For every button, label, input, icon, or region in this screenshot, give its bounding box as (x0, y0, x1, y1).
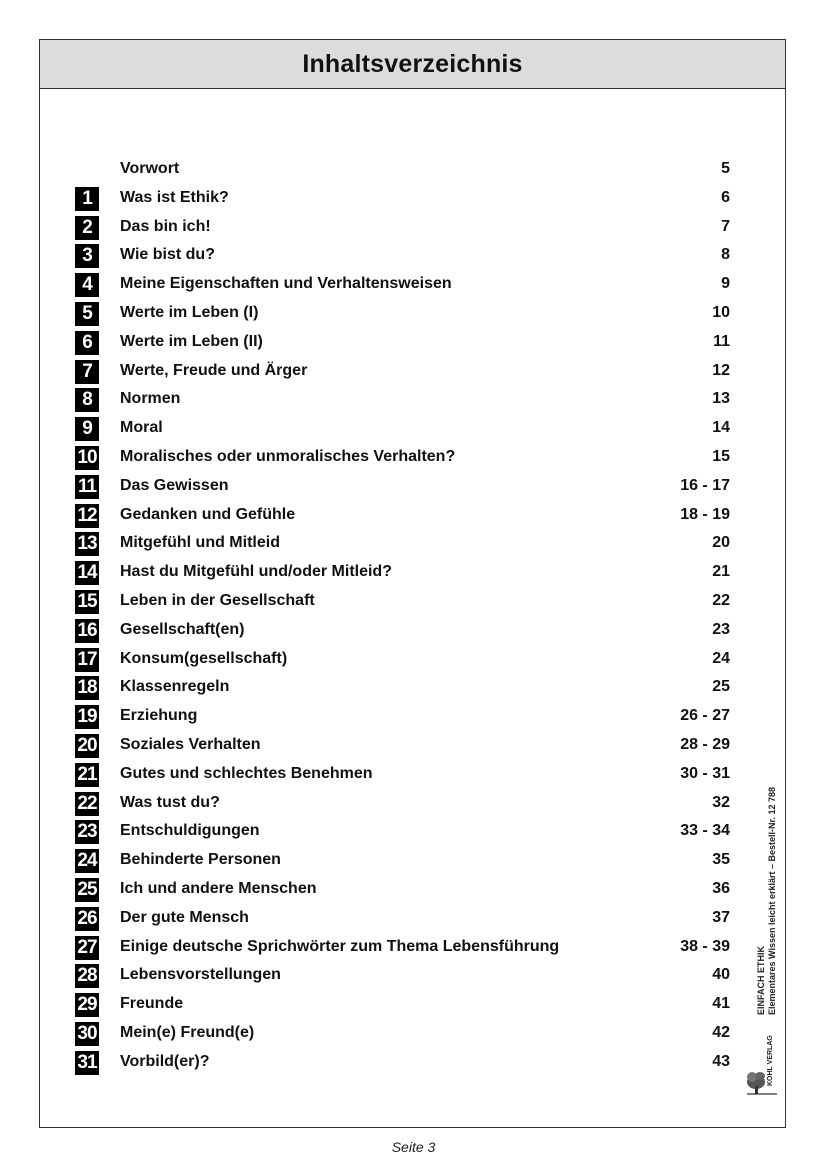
entry-page-number: 32 (712, 793, 730, 811)
toc-entry (40, 878, 785, 907)
entry-page-number: 40 (712, 966, 730, 984)
toc-entry (40, 907, 785, 936)
entry-page-number: 12 (712, 361, 730, 379)
toc-entry (40, 273, 785, 302)
entry-title: Einige deutsche Sprichwörter zum Thema Lebensführung (120, 937, 560, 955)
entry-title: Das bin ich! (120, 217, 211, 235)
entry-title: Entschuldigungen (120, 822, 260, 840)
entry-title: Mitgefühl und Mitleid (120, 534, 280, 552)
entry-page-number: 35 (712, 851, 730, 869)
entry-title: Normen (120, 390, 181, 408)
entry-page-number: 5 (721, 160, 730, 177)
chapter-number-badge: 29 (75, 993, 99, 1017)
entry-page-number: 13 (712, 390, 730, 408)
entry-title: Behinderte Personen (120, 851, 281, 869)
entry-page-number: 10 (712, 304, 730, 321)
toc-entry (40, 446, 785, 475)
chapter-number-badge: 24 (75, 849, 99, 873)
entry-title: Freunde (120, 995, 184, 1013)
entry-title: Werte im Leben (I) (120, 304, 259, 321)
chapter-number-badge: 12 (75, 504, 99, 528)
chapter-number-badge: 26 (75, 907, 99, 931)
entry-page-number: 42 (712, 1024, 730, 1041)
entry-page-number: 15 (712, 448, 730, 465)
entry-page-number: 25 (712, 678, 730, 696)
entry-page-number: 37 (712, 908, 730, 926)
chapter-number-badge: 15 (75, 590, 99, 614)
toc-entry (40, 158, 785, 187)
chapter-number-badge: 11 (75, 475, 99, 499)
toc-entry (40, 561, 785, 590)
chapter-number-badge: 22 (75, 792, 99, 816)
chapter-number-badge: 25 (75, 878, 99, 902)
toc-entry (40, 417, 785, 446)
series-title: EINFACH ETHIK (756, 945, 766, 1015)
entry-title: Der gute Mensch (120, 908, 249, 926)
chapter-number-badge: 5 (75, 302, 99, 326)
entry-page-number: 33 - 34 (680, 822, 730, 840)
entry-title: Ich und andere Menschen (120, 880, 317, 897)
entry-page-number: 16 - 17 (680, 476, 730, 494)
entry-title: Was ist Ethik? (120, 188, 229, 206)
toc-entry (40, 504, 785, 533)
toc-entry (40, 331, 785, 360)
entry-page-number: 7 (721, 217, 730, 235)
entry-page-number: 24 (712, 649, 730, 667)
toc-entry (40, 388, 785, 417)
entry-page-number: 11 (713, 332, 730, 350)
toc-entry (40, 1051, 785, 1080)
toc-entry (40, 1022, 785, 1051)
entry-title: Das Gewissen (120, 476, 229, 494)
chapter-number-badge: 17 (75, 648, 99, 672)
toc-entry (40, 676, 785, 705)
entry-page-number: 36 (712, 880, 730, 897)
chapter-number-badge: 16 (75, 619, 99, 643)
chapter-number-badge: 20 (75, 734, 99, 758)
svg-text:KOHL VERLAG: KOHL VERLAG (767, 1035, 774, 1086)
toc-entry (40, 619, 785, 648)
chapter-number-badge: 1 (75, 187, 99, 211)
entry-page-number: 20 (712, 534, 730, 552)
toc-entry (40, 763, 785, 792)
toc-entry (40, 590, 785, 619)
chapter-number-badge: 23 (75, 820, 99, 844)
entry-page-number: 30 - 31 (680, 764, 730, 782)
entry-page-number: 38 - 39 (680, 937, 730, 955)
toc-entry (40, 936, 785, 965)
entry-title: Gutes und schlechtes Benehmen (120, 764, 373, 782)
entry-title: Klassenregeln (120, 678, 230, 696)
entry-title: Mein(e) Freund(e) (120, 1024, 255, 1041)
toc-entry (40, 360, 785, 389)
entry-title: Werte im Leben (II) (120, 332, 263, 350)
toc-entry (40, 792, 785, 821)
entry-title: Was tust du? (120, 793, 220, 811)
page-title: Inhaltsverzeichnis (302, 49, 523, 78)
toc-entry (40, 734, 785, 763)
entry-title: Erziehung (120, 707, 198, 725)
toc-entry (40, 302, 785, 331)
entry-title: Werte, Freude und Ärger (120, 361, 308, 379)
toc-entry (40, 216, 785, 245)
entry-page-number: 28 - 29 (680, 736, 730, 753)
chapter-number-badge: 2 (75, 216, 99, 240)
toc-entry (40, 820, 785, 849)
chapter-number-badge: 6 (75, 331, 99, 355)
entry-page-number: 8 (721, 246, 730, 264)
chapter-number-badge: 3 (75, 244, 99, 268)
page-frame (39, 39, 786, 1128)
chapter-number-badge: 14 (75, 561, 99, 585)
entry-page-number: 41 (712, 995, 730, 1013)
entry-title: Soziales Verhalten (120, 736, 261, 753)
toc-entry (40, 705, 785, 734)
entry-title: Leben in der Gesellschaft (120, 592, 315, 609)
chapter-number-badge: 8 (75, 388, 99, 412)
entry-title: Meine Eigenschaften und Verhaltensweisen (120, 275, 452, 293)
entry-title: Vorbild(er)? (120, 1052, 210, 1070)
chapter-number-badge: 7 (75, 360, 99, 384)
publication-info (756, 787, 778, 1015)
entry-page-number: 26 - 27 (680, 707, 730, 725)
toc-entry (40, 532, 785, 561)
entry-title: Hast du Mitgefühl und/oder Mitleid? (120, 563, 392, 581)
entry-page-number: 14 (712, 419, 730, 437)
series-subtitle: Elementares Wissen leicht erklärt – Bestell-Nr. 12 788 (767, 786, 777, 1015)
entry-page-number: 6 (721, 188, 730, 206)
entry-title: Vorwort (120, 160, 180, 177)
entry-page-number: 22 (712, 592, 730, 609)
toc-entry (40, 964, 785, 993)
entry-page-number: 9 (721, 275, 730, 293)
entry-page-number: 23 (712, 620, 730, 638)
page-number: Seite 3 (391, 1139, 436, 1155)
entry-page-number: 43 (712, 1052, 730, 1070)
chapter-number-badge: 28 (75, 964, 99, 988)
chapter-number-badge: 10 (75, 446, 99, 470)
chapter-number-badge: 13 (75, 532, 99, 556)
entry-title: Gedanken und Gefühle (120, 505, 296, 523)
chapter-number-badge: 30 (75, 1022, 99, 1046)
chapter-number-badge: 4 (75, 273, 99, 297)
chapter-number-badge: 9 (75, 417, 99, 441)
entry-title: Moral (120, 419, 163, 437)
chapter-number-badge: 21 (75, 763, 99, 787)
publisher-logo (745, 1020, 779, 1098)
title-bar (40, 40, 785, 89)
toc-entry (40, 475, 785, 504)
chapter-number-badge: 27 (75, 936, 99, 960)
chapter-number-badge: 19 (75, 705, 99, 729)
toc-entry (40, 187, 785, 216)
entry-page-number: 18 - 19 (680, 505, 730, 523)
toc-entry (40, 993, 785, 1022)
toc-entry (40, 648, 785, 677)
entry-title: Wie bist du? (120, 246, 215, 264)
entry-title: Gesellschaft(en) (120, 620, 245, 638)
chapter-number-badge: 31 (75, 1051, 99, 1075)
entry-title: Konsum(gesellschaft) (120, 649, 288, 667)
toc-entry (40, 849, 785, 878)
chapter-number-badge: 18 (75, 676, 99, 700)
entry-title: Moralisches oder unmoralisches Verhalten? (120, 448, 456, 465)
entry-title: Lebensvorstellungen (120, 966, 281, 984)
entry-page-number: 21 (712, 563, 730, 581)
toc-entry (40, 244, 785, 273)
